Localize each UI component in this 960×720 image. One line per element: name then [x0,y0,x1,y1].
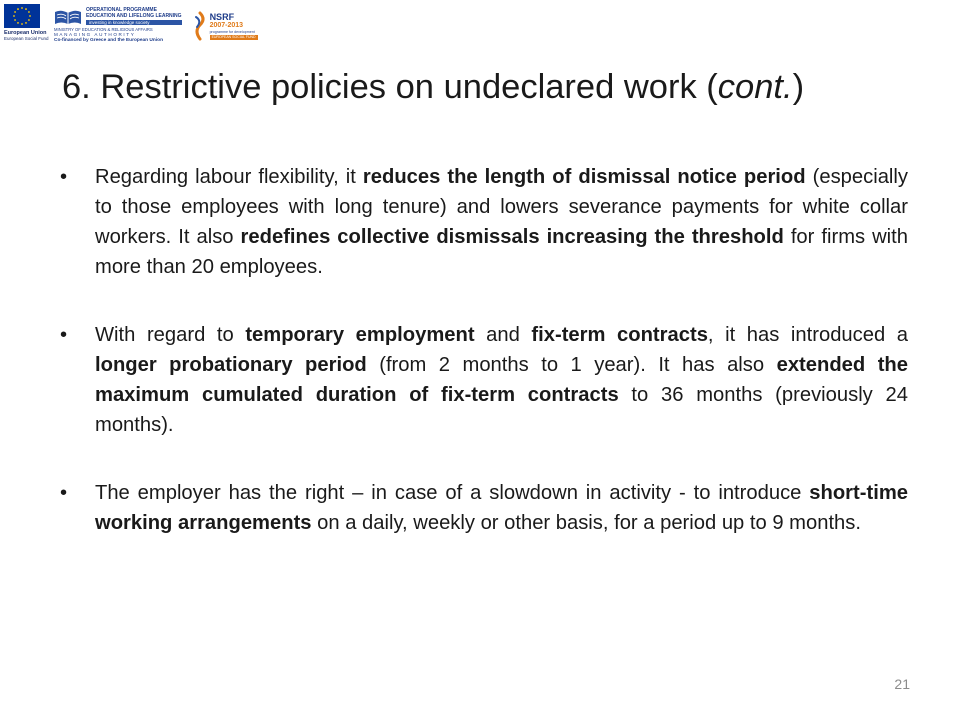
open-book-icon [54,9,82,25]
eu-star-icon [14,19,16,21]
eu-star-icon [21,23,23,25]
eu-logo-sublabel: European Social Fund [4,36,49,41]
eu-star-icon [25,8,27,10]
slide-title-main: 6. Restrictive policies on undeclared work ( [62,68,718,106]
eu-logo-label: European Union [4,30,47,36]
nsrf-years: 2007-2013 [209,21,244,29]
slide-title [62,66,942,108]
eu-star-icon [21,7,23,9]
op-logo-managing: MANAGING AUTHORITY [54,32,136,37]
eu-star-icon [14,11,16,13]
eu-star-icon [28,19,30,21]
bullet-dot: • [60,482,68,504]
eu-star-icon [17,8,19,10]
nsrf-strip: EUROPEAN SOCIAL FUND [211,35,256,40]
nsrf-title: NSRF [209,11,235,22]
nsrf-small-text: programme for development [209,29,255,34]
bullet-text: With regard to temporary employment and fix-term contracts, it has introduced a longer probationary period (from 2 months to 1 year). It has also extended the maximum cumulated duration of fix-term contracts to 36 months (previously 24 months). [95,324,909,436]
op-logo-strip: investing in knowledge society [86,20,182,25]
eu-star-icon [28,11,30,13]
slide-title-close: ) [792,68,805,106]
bullet-dot: • [60,324,68,346]
logo-banner [4,4,256,48]
eu-logo [4,4,48,48]
op-logo-cofinanced: Co-financed by Greece and the European Union [54,38,164,43]
bullet-item [60,162,908,282]
nsrf-mark-icon [192,11,208,41]
bullet-list [60,162,908,538]
bullet-text: Regarding labour flexibility, it reduces the length of dismissal notice period (especially to those employees with long tenure) and lowers severance payments for white collar workers. It also redefines collective dismissals increasing the threshold for firms with more than 20 employees. [95,166,909,278]
eu-star-icon [29,15,31,17]
eu-flag-icon [4,4,40,28]
op-logo-line1: OPERATIONAL PROGRAMME [86,7,157,13]
eu-star-icon [13,15,15,17]
bullet-dot: • [60,166,68,188]
bullet-item [60,320,908,440]
bullet-item [60,478,908,538]
bullet-text: The employer has the right – in case of a slowdown in activity - to introduce short-time working arrangements on a daily, weekly or other basis, for a period up to 9 months. [95,482,908,534]
op-logo-ministry: MINISTRY OF EDUCATION & RELIGIOUS AFFAIRS [54,27,153,32]
op-logo-line2: EDUCATION AND LIFELONG LEARNING [86,12,182,19]
slide-title-italic: cont. [717,68,793,106]
nsrf-logo [192,4,256,48]
eu-star-icon [17,22,19,24]
operational-programme-logo [54,4,182,48]
eu-star-icon [25,22,27,24]
page-number: 21 [894,676,910,692]
